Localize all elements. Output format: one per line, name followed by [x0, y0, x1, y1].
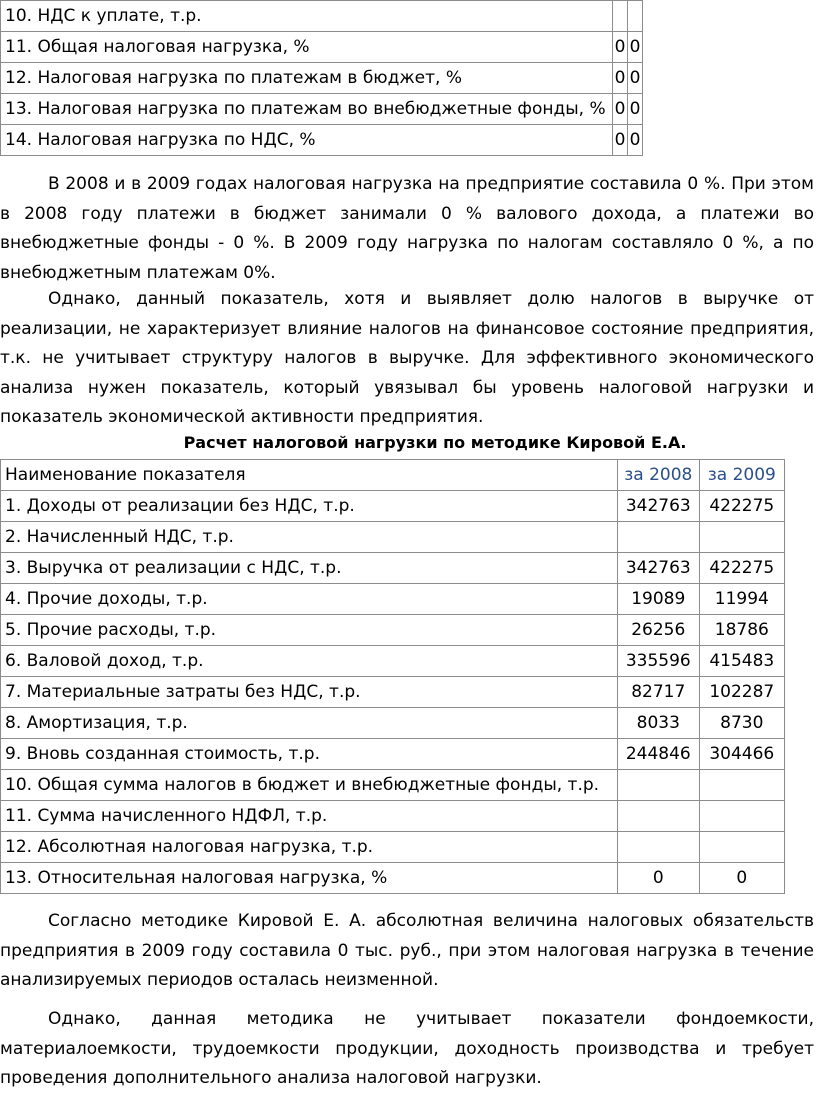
row-label: 9. Вновь созданная стоимость, т.р.: [1, 739, 618, 770]
row-label: 2. Начисленный НДС, т.р.: [1, 522, 618, 553]
row-label: 11. Сумма начисленного НДФЛ, т.р.: [1, 801, 618, 832]
table-row: [1, 553, 785, 584]
table-row: [1, 1, 643, 32]
value-2009: 8730: [699, 708, 784, 739]
value-2008: 335596: [617, 646, 699, 677]
paragraph-method-limitations: Однако, данная методика не учитывает показатели фондоемкости, материалоемкости, трудоемкости продукции, доходность производства и требует проведения дополнительного анализа налоговой нагрузки.: [0, 1009, 814, 1088]
value-2008: 0: [613, 94, 628, 125]
value-2008: 8033: [617, 708, 699, 739]
value-2009: 0: [699, 863, 784, 894]
table-row: [1, 615, 785, 646]
table-row: [1, 32, 643, 63]
table-row: [1, 770, 785, 801]
value-2009: 415483: [699, 646, 784, 677]
table-row: [1, 708, 785, 739]
value-2009: 0: [628, 125, 643, 156]
kirova-method-table: [0, 459, 785, 894]
table-row: [1, 522, 785, 553]
row-label: 6. Валовой доход, т.р.: [1, 646, 618, 677]
value-2008: [617, 801, 699, 832]
value-2008: [617, 770, 699, 801]
value-2008: [617, 522, 699, 553]
table-row: [1, 801, 785, 832]
row-label: 13. Относительная налоговая нагрузка, %: [1, 863, 618, 894]
table-row: [1, 584, 785, 615]
table-row: [1, 63, 643, 94]
row-label: 12. Абсолютная налоговая нагрузка, т.р.: [1, 832, 618, 863]
value-2009: [699, 801, 784, 832]
value-2008: [617, 832, 699, 863]
value-2009: 11994: [699, 584, 784, 615]
tax-burden-table-continued: [0, 0, 643, 156]
value-2009: 422275: [699, 491, 784, 522]
value-2009: [699, 522, 784, 553]
paragraph-kirova-result: Согласно методике Кировой Е. А. абсолютная величина налоговых обязательств предприятия в 2009 году составила 0 тыс. руб., при этом налоговая нагрузка в течение анализируемых периодов осталась неизменной.: [0, 911, 814, 990]
row-label: 5. Прочие расходы, т.р.: [1, 615, 618, 646]
value-2008: [613, 1, 628, 32]
column-header-2008: за 2008: [617, 460, 699, 491]
value-2008: 342763: [617, 491, 699, 522]
column-header-indicator: Наименование показателя: [1, 460, 618, 491]
table-title: Расчет налоговой нагрузки по методике Кировой Е.А.: [183, 433, 687, 452]
value-2009: 304466: [699, 739, 784, 770]
value-2009: 0: [628, 63, 643, 94]
table-row: [1, 739, 785, 770]
table-row: [1, 125, 643, 156]
paragraph-tax-burden-summary: В 2008 и в 2009 годах налоговая нагрузка на предприятие составила 0 %. При этом в 2008 году платежи в бюджет занимали 0 % валового дохода, а платежи во внебюджетные фонды - 0 %. В 2009 году нагрузка по налогам составляло 0 %, а по внебюджетным платежам 0%.: [0, 174, 814, 283]
row-label: 11. Общая налоговая нагрузка, %: [1, 32, 613, 63]
column-header-2009: за 2009: [699, 460, 784, 491]
table-row: [1, 863, 785, 894]
row-label: 8. Амортизация, т.р.: [1, 708, 618, 739]
row-label: 12. Налоговая нагрузка по платежам в бюджет, %: [1, 63, 613, 94]
value-2008: 0: [613, 125, 628, 156]
table-row: [1, 94, 643, 125]
value-2008: 0: [613, 63, 628, 94]
row-label: 14. Налоговая нагрузка по НДС, %: [1, 125, 613, 156]
value-2008: 244846: [617, 739, 699, 770]
table-row: [1, 646, 785, 677]
table-row: [1, 491, 785, 522]
value-2008: 26256: [617, 615, 699, 646]
value-2009: [699, 832, 784, 863]
row-label: 4. Прочие доходы, т.р.: [1, 584, 618, 615]
value-2009: 0: [628, 94, 643, 125]
table-header-row: [1, 460, 785, 491]
value-2009: 18786: [699, 615, 784, 646]
value-2009: [699, 770, 784, 801]
value-2008: 342763: [617, 553, 699, 584]
value-2009: 102287: [699, 677, 784, 708]
value-2008: 0: [617, 863, 699, 894]
row-label: 13. Налоговая нагрузка по платежам во внебюджетные фонды, %: [1, 94, 613, 125]
value-2008: 0: [613, 32, 628, 63]
value-2008: 82717: [617, 677, 699, 708]
table-row: [1, 677, 785, 708]
row-label: 3. Выручка от реализации с НДС, т.р.: [1, 553, 618, 584]
value-2009: [628, 1, 643, 32]
table-row: [1, 832, 785, 863]
row-label: 7. Материальные затраты без НДС, т.р.: [1, 677, 618, 708]
row-label: 1. Доходы от реализации без НДС, т.р.: [1, 491, 618, 522]
paragraph-indicator-limitations: Однако, данный показатель, хотя и выявляет долю налогов в выручке от реализации, не характеризует влияние налогов на финансовое состояние предприятия, т.к. не учитывает структуру налогов в выручке. Для эффективного экономического анализа нужен показатель, который увязывал бы уровень налоговой нагрузки и показатель экономической активности предприятия.: [0, 289, 814, 427]
value-2009: 422275: [699, 553, 784, 584]
row-label: 10. Общая сумма налогов в бюджет и внебюджетные фонды, т.р.: [1, 770, 618, 801]
row-label: 10. НДС к уплате, т.р.: [1, 1, 613, 32]
value-2008: 19089: [617, 584, 699, 615]
value-2009: 0: [628, 32, 643, 63]
